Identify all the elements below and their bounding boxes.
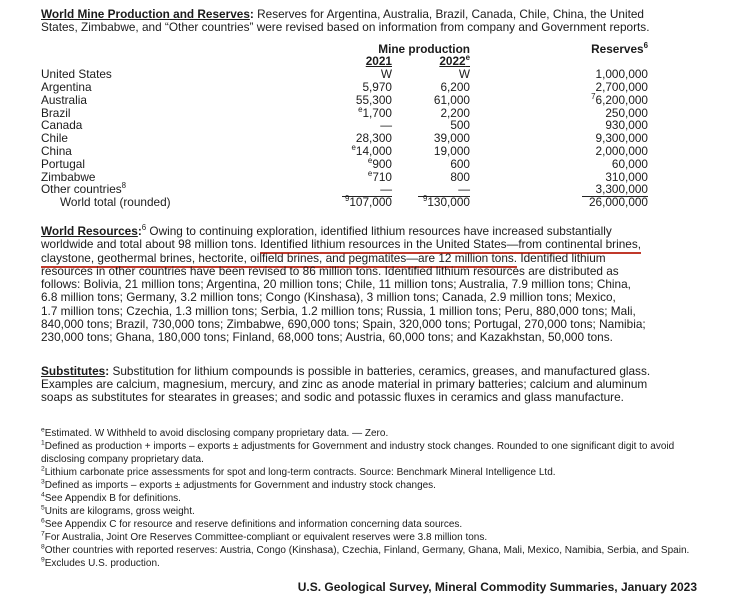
superscript-marker: 6 [643, 40, 648, 50]
value-cell: W [380, 67, 392, 82]
value-cell: 600 [450, 156, 470, 171]
text-line [41, 365, 741, 378]
value-cell: 19,000 [433, 143, 470, 158]
footnote-line: $^2$Lithium carbonate price assessments for spot and long-term contracts. Source: Benchmark Mineral Intelligence Ltd. [41, 465, 556, 478]
text-segment: States, Zimbabwe, and “Other countries” were revised based on information from company and Government reports. [41, 20, 650, 35]
table-row [41, 155, 741, 171]
country-name-cell: Chile [41, 131, 68, 146]
superscript-marker: e [367, 155, 373, 165]
value-cell: 39,000 [433, 131, 470, 146]
value-cell: 930,000 [605, 118, 648, 133]
superscript-marker: 7 [591, 91, 596, 101]
year-label: 2022e [439, 53, 470, 69]
superscript-marker: 3 [41, 478, 45, 486]
footer-citation: U.S. Geological Survey, Mineral Commodity Summaries, January 2023 [297, 580, 697, 594]
value-cell: 1,000,000 [595, 67, 648, 82]
superscript-marker: 5 [41, 504, 45, 512]
value-cell: W [458, 67, 470, 82]
footnote-line: $^3$Defined as imports – exports ± adjustments for Government and industry stock changes. [41, 478, 436, 491]
section-heading: World Mine Production and Reserves [41, 7, 250, 21]
value-cell: 61,000 [433, 92, 470, 107]
country-name-cell: Canada [41, 118, 83, 133]
value-cell: 9,300,000 [595, 131, 648, 146]
superscript-marker: e [358, 104, 363, 114]
text-segment: worldwide and total about 98 million tons. [41, 237, 261, 252]
text-line [41, 238, 741, 251]
superscript-marker: e [351, 143, 356, 153]
total-rule: — [418, 183, 470, 197]
text-segment: follows: Bolivia, 21 million tons; Argentina, 20 million tons; Chile, 11 million tons; Australia, 7.9 million tons; China, [41, 277, 631, 292]
table-row [41, 145, 741, 158]
mine-production-group-header: Mine production [378, 41, 470, 56]
value-cell: — [380, 118, 392, 133]
footnote-line: disclosing company proprietary data. [41, 453, 204, 465]
section-heading: Substitutes [41, 363, 106, 378]
text-segment: Reserves for Argentina, Australia, Brazil, Canada, Chile, China, the United [257, 7, 644, 21]
country-name-cell: Other countries$^8$ [41, 181, 127, 197]
reserves-column-header: Reserves$^6$ [591, 40, 648, 56]
value-cell: 26,000,000 [588, 195, 648, 210]
value-cell: $^e$14,000 [351, 143, 392, 158]
text-line [41, 278, 741, 291]
text-line [41, 291, 741, 304]
superscript-marker: 9 [41, 556, 45, 564]
text-segment: soaps as substitutes for stearates in greases; and sodic and potassic fluxes in ceramics and glass manufacture. [41, 390, 624, 405]
footnote-line: $^e$Estimated. W Withheld to avoid disclosing company proprietary data. — Zero. [41, 426, 389, 439]
value-cell: 800 [450, 169, 470, 184]
superscript-marker: 9 [344, 194, 350, 204]
value-cell: $^7$6,200,000 [591, 91, 648, 107]
superscript-marker: e [465, 53, 470, 63]
value-cell: 500 [450, 118, 470, 133]
table-row [41, 81, 741, 94]
superscript-marker: 7 [41, 530, 45, 538]
country-name-cell: China [41, 143, 72, 158]
superscript-marker: 8 [121, 181, 127, 191]
production-reserves-table [41, 40, 741, 210]
value-cell: 310,000 [605, 169, 648, 184]
value-cell: 2,000,000 [595, 143, 648, 158]
value-cell: $^e$1,700 [358, 104, 392, 120]
text-line [41, 318, 741, 331]
total-rule: — [342, 183, 392, 197]
value-cell: 6,200 [440, 79, 470, 94]
table-row [41, 196, 741, 209]
value-cell: $^e$710 [367, 168, 392, 184]
value-cell: $^9$130,000 [422, 194, 470, 210]
section-heading-colon: : [137, 223, 142, 238]
value-cell: 2,200 [440, 105, 470, 120]
footnote-line: $^8$Other countries with reported reserves: Austria, Congo (Kinshasa), Czechia, Finland, Germany, Ghana, Mali, Mexico, Namibia, Serbia, and Spain. [41, 543, 690, 556]
superscript-marker: 4 [41, 491, 45, 499]
red-annotation-underline: Identified lithium resources in the United States—from continental brines, [260, 237, 641, 254]
text-segment: Owing to continuing exploration, identified lithium resources have increased substantially [149, 223, 612, 238]
footnote-line: $^6$See Appendix C for resource and reserve definitions and information concerning data sources. [41, 517, 463, 530]
text-line [41, 225, 741, 238]
table-row [41, 91, 741, 107]
footnote-line: $^9$Excludes U.S. production. [41, 556, 160, 569]
text-segment: Substitution for lithium compounds is possible in batteries, ceramics, greases, and manufactured glass. [112, 363, 651, 378]
spacer-cell [41, 43, 330, 56]
section-heading-colon: : [105, 363, 110, 378]
total-rule: 3,300,000 [582, 183, 648, 197]
superscript-marker: 6 [141, 223, 147, 233]
footnotes-section [41, 427, 741, 570]
country-name-cell: Brazil [41, 105, 71, 120]
value-cell: 28,300 [355, 131, 392, 146]
world-resources-paragraph [41, 225, 741, 345]
footnote-line: $^4$See Appendix B for definitions. [41, 491, 181, 504]
country-name-cell: United States [41, 67, 112, 82]
text-segment: 1.7 million tons; Czechia, 1.3 million tons; Serbia, 1.2 million tons; Russia, 1 million tons; Peru, 880,000 tons; Mali, [41, 303, 636, 318]
year-label: 2021 [365, 54, 392, 69]
country-name-cell: Zimbabwe [41, 169, 96, 184]
text-line [41, 391, 741, 404]
footnote-line: $^7$For Australia, Joint Ore Reserves Committee-compliant or equivalent reserves were 3.8 million tons. [41, 530, 488, 543]
text-line [41, 21, 741, 34]
value-cell: 2,700,000 [595, 79, 648, 94]
superscript-marker: e [41, 426, 45, 434]
text-line [41, 265, 741, 278]
text-segment: Identified lithium [517, 250, 606, 265]
country-name-cell: World total (rounded) [60, 195, 171, 210]
text-segment: 840,000 tons; Brazil, 730,000 tons; Zimbabwe, 690,000 tons; Spain, 320,000 tons; Portugal, 270,000 tons; Namibia; [41, 317, 646, 332]
country-name-cell: Argentina [41, 79, 92, 94]
section-heading: World Resources [41, 223, 138, 238]
superscript-marker: 9 [422, 194, 428, 204]
substitutes-paragraph [41, 365, 741, 405]
value-cell: 5,970 [362, 79, 392, 94]
text-segment: resources in other countries have been revised to 86 million tons. Identified lithium resources are distributed as [41, 263, 619, 278]
text-line [41, 8, 741, 21]
footnote-line: $^1$Defined as production + imports – exports ± adjustments for Government and industry stock changes. Rounded to one significant digit to avoid [41, 439, 675, 452]
text-segment: Examples are calcium, magnesium, mercury, and zinc as anode material in primary batteries; calcium and aluminum [41, 376, 648, 391]
value-cell: $^9$107,000 [344, 194, 392, 210]
text-line [41, 331, 741, 344]
country-name-cell: Portugal [41, 156, 85, 171]
text-line [41, 378, 741, 391]
country-name-cell: Australia [41, 92, 87, 107]
world-mine-production-paragraph [41, 8, 741, 35]
text-segment: 6.8 million tons; Germany, 3.2 million tons; Congo (Kinshasa), 3 million tons; Canada, 2.9 million tons; Mexico, [41, 290, 616, 305]
superscript-marker: 1 [41, 439, 45, 447]
superscript-marker: 8 [41, 543, 45, 551]
text-line [41, 305, 741, 318]
superscript-marker: e [367, 168, 373, 178]
text-segment: 230,000 tons; Ghana, 180,000 tons; Finland, 68,000 tons; Austria, 60,000 tons; and Kazakhstan, 50,000 tons. [41, 330, 613, 345]
value-cell: $^e$900 [367, 155, 392, 171]
red-annotation-underline: claystone, geothermal brines, hectorite, oilfield brines, and pegmatites—are 12 million tons. [41, 251, 517, 268]
section-heading-colon: : [249, 7, 254, 21]
value-cell: 250,000 [605, 105, 648, 120]
value-cell: 55,300 [355, 92, 392, 107]
value-cell: 60,000 [611, 156, 648, 171]
superscript-marker: 6 [41, 517, 45, 525]
footnote-line: $^5$Units are kilograms, gross weight. [41, 504, 195, 517]
superscript-marker: 2 [41, 465, 45, 473]
